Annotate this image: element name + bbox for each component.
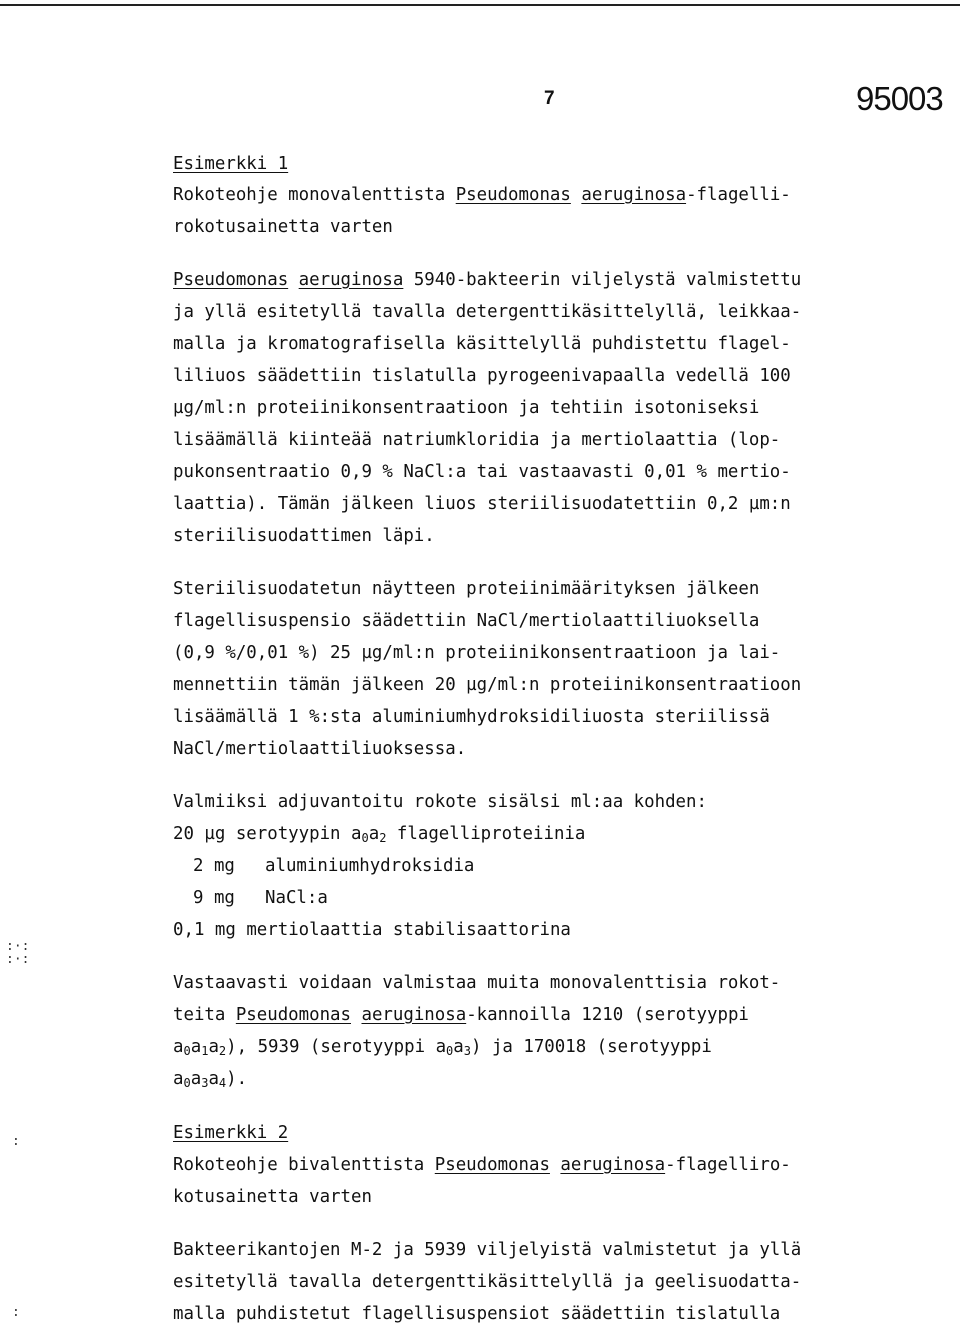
example1-title-line1: Rokoteohje monovalenttista Pseudomonas aeruginosa-flagelli-	[173, 185, 791, 205]
composition-intro: Valmiiksi adjuvantoitu rokote sisälsi ml:aa kohden:	[173, 792, 707, 812]
composition-row: 0,1 mg mertiolaattia stabilisaattorina	[173, 920, 571, 940]
example1-p2-line: (0,9 %/0,01 %) 25 µg/ml:n proteiinikonsentraatioon ja lai-	[173, 643, 781, 663]
example1-p1-line: laattia). Tämän jälkeen liuos steriilisuodatettiin 0,2 µm:n	[173, 494, 791, 514]
margin-mark: :	[12, 1134, 20, 1149]
example2-title-line2: kotusainetta varten	[173, 1187, 372, 1207]
example1-p1-line: lisäämällä kiinteää natriumkloridia ja mertiolaattia (lop-	[173, 430, 781, 450]
example1-p2-line: NaCl/mertiolaattiliuoksessa.	[173, 739, 467, 759]
example1-p1-line: pukonsentraatio 0,9 % NaCl:a tai vastaavasti 0,01 % mertio-	[173, 462, 791, 482]
example1-p4-line4: $a_0a_3a_4$).	[173, 1069, 248, 1090]
example1-p2-line: flagellisuspensio säädettiin NaCl/mertiolaattiliuoksella	[173, 611, 760, 631]
example2-title-line1: Rokoteohje bivalenttista Pseudomonas aeruginosa-flagelliro-	[173, 1155, 791, 1175]
margin-mark: :	[12, 1305, 20, 1320]
example1-p1-line: steriilisuodattimen läpi.	[173, 526, 435, 546]
example1-p1-line: µg/ml:n proteiinikonsentraatioon ja tehtiin isotoniseksi	[173, 398, 760, 418]
example2-heading: Esimerkki 2	[173, 1123, 289, 1143]
page-number: 7	[544, 88, 555, 109]
example1-p4-line3: $a_0a_1a_2$), 5939 (serotyyppi $a_0a_3$) ja 170018 (serotyyppi	[173, 1037, 712, 1058]
example2-p1-line: Bakteerikantojen M-2 ja 5939 viljelyistä valmistetut ja yllä	[173, 1240, 802, 1260]
example1-p1-line1: Pseudomonas aeruginosa 5940-bakteerin viljelystä valmistettu	[173, 270, 802, 290]
top-border-line	[0, 4, 960, 6]
composition-row: 9 mg NaCl:a	[193, 888, 328, 908]
example1-p2-line: Steriilisuodatetun näytteen proteiinimäärityksen jälkeen	[173, 579, 760, 599]
example2-p1-line: malla puhdistetut flagellisuspensiot säädettiin tislatulla	[173, 1304, 781, 1324]
document-id: 95003	[856, 80, 943, 117]
example1-heading: Esimerkki 1	[173, 154, 289, 174]
margin-mark: :·:	[6, 952, 30, 967]
example1-p1-line: ja yllä esitetyllä tavalla detergenttikäsittelyllä, leikkaa-	[173, 302, 802, 322]
example1-p1-line: malla ja kromatografisella käsittelyllä puhdistettu flagel-	[173, 334, 791, 354]
example2-p1-line: esitetyllä tavalla detergenttikäsittelyllä ja geelisuodatta-	[173, 1272, 802, 1292]
example1-p2-line: mennettiin tämän jälkeen 20 µg/ml:n proteiinikonsentraatioon	[173, 675, 802, 695]
example1-p4-line2: teita Pseudomonas aeruginosa-kannoilla 1210 (serotyyppi	[173, 1005, 749, 1025]
example1-p4-line1: Vastaavasti voidaan valmistaa muita monovalenttisia rokot-	[173, 973, 781, 993]
composition-row: 2 mg aluminiumhydroksidia	[193, 856, 475, 876]
margin-mark: :·:	[6, 939, 30, 954]
example1-p2-line: lisäämällä 1 %:sta aluminiumhydroksidiliuosta steriilissä	[173, 707, 770, 727]
example1-title-line2: rokotusainetta varten	[173, 217, 393, 237]
example1-p1-line: liliuos säädettiin tislatulla pyrogeenivapaalla vedellä 100	[173, 366, 791, 386]
composition-row: 20 µg serotyypin $a_0a_2$ flagelliproteiinia	[173, 824, 586, 845]
